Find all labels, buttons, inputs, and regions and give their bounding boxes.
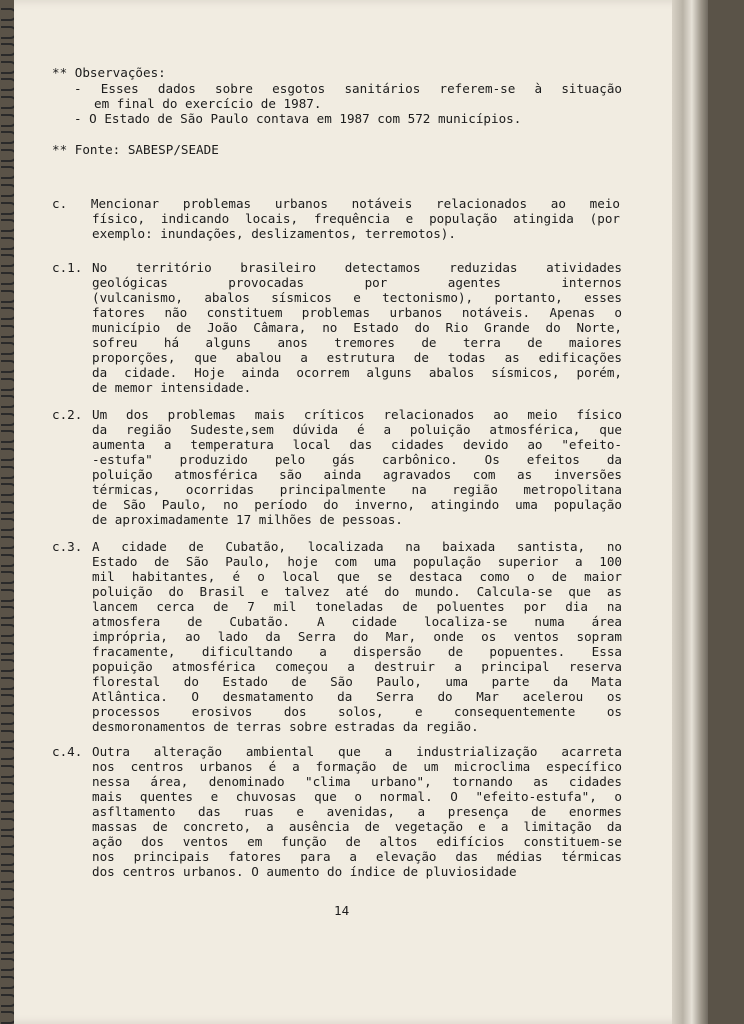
text-line: -estufa" produzido pelo gás carbônico. Os efeitos da bbox=[92, 452, 622, 467]
paragraph-label: c.2. bbox=[52, 407, 83, 422]
text-line: de aproximadamente 17 milhões de pessoas. bbox=[92, 512, 403, 527]
text-line: poluição do Brasil e talvez até do mundo. Calcula-se que as bbox=[92, 584, 622, 599]
text-line: processos erosivos dos solos, e consequentemente os bbox=[92, 704, 622, 719]
text-line: dos centros urbanos. O aumento do índice de pluviosidade bbox=[92, 864, 517, 879]
text-line: desmoronamentos de terras sobre estradas da região. bbox=[92, 719, 479, 734]
text-line: - Esses dados sobre esgotos sanitários referem-se à situação bbox=[74, 81, 622, 96]
text-line: asfltamento das ruas e avenidas, a presença de enormes bbox=[92, 804, 622, 819]
text-line: térmicas, ocorridas principalmente na região metropolitana bbox=[92, 482, 622, 497]
text-line: Outra alteração ambiental que a industrialização acarreta bbox=[92, 744, 622, 759]
paragraph-label: c.1. bbox=[52, 260, 83, 275]
text-line: exemplo: inundações, deslizamentos, terremotos). bbox=[92, 226, 456, 241]
text-line: - O Estado de São Paulo contava em 1987 com 572 municípios. bbox=[74, 111, 522, 126]
page-edge bbox=[672, 0, 708, 1024]
paragraph-label: c.4. bbox=[52, 744, 83, 759]
text-line: nessa área, denominado "clima urbano", tornando as cidades bbox=[92, 774, 622, 789]
text-line: físico, indicando locais, frequência e população atingida (por bbox=[92, 211, 620, 226]
text-line: popuição atmosférica começou a destruir a principal reserva bbox=[92, 659, 622, 674]
text-line: nos centros urbanos é a formação de um microclima específico bbox=[92, 759, 622, 774]
text-line: ** Fonte: SABESP/SEADE bbox=[52, 142, 219, 157]
text-line: florestal do Estado de São Paulo, uma parte da Mata bbox=[92, 674, 622, 689]
text-line: lancem cerca de 7 mil toneladas de poluentes por dia na bbox=[92, 599, 622, 614]
text-line: atmosfera de Cubatão. A cidade localiza-se numa área bbox=[92, 614, 622, 629]
text-line: da cidade. Hoje ainda ocorrem alguns abalos sísmicos, porém, bbox=[92, 365, 622, 380]
text-line: da região Sudeste,sem dúvida é a poluição atmosférica, que bbox=[92, 422, 622, 437]
text-line: sofreu há alguns anos tremores de terra de maiores bbox=[92, 335, 622, 350]
text-line: mais quentes e chuvosas que o normal. O "efeito-estufa", o bbox=[92, 789, 622, 804]
text-line: nos principais fatores para a elevação das médias térmicas bbox=[92, 849, 622, 864]
text-line: município de João Câmara, no Estado do Rio Grande do Norte, bbox=[92, 320, 622, 335]
paragraph-label: c.3. bbox=[52, 539, 83, 554]
text-line: em final do exercício de 1987. bbox=[94, 96, 322, 111]
text-line: fatores não constituem problemas urbanos notáveis. Apenas o bbox=[92, 305, 622, 320]
text-line: de memor intensidade. bbox=[92, 380, 252, 395]
text-line: geológicas provocadas por agentes internos bbox=[92, 275, 622, 290]
text-line: massas de concreto, a ausência de vegetação e a limitação da bbox=[92, 819, 622, 834]
text-line: Estado de São Paulo, hoje com uma população superior a 100 bbox=[92, 554, 622, 569]
text-line: imprópria, ao lado da Serra do Mar, onde os ventos sopram bbox=[92, 629, 622, 644]
text-line: ** Observações: bbox=[52, 65, 166, 80]
text-line: mil habitantes, é o local que se destaca como o de maior bbox=[92, 569, 622, 584]
text-line: poluição atmosférica são ainda agravados com as inversões bbox=[92, 467, 622, 482]
text-line: Atlântica. O desmatamento da Serra do Mar acelerou os bbox=[92, 689, 622, 704]
text-line: A cidade de Cubatão, localizada na baixada santista, no bbox=[92, 539, 622, 554]
text-line: fracamente, dificultando a dispersão de popuentes. Essa bbox=[92, 644, 622, 659]
text-line: c. Mencionar problemas urbanos notáveis relacionados ao meio bbox=[52, 196, 620, 211]
text-line: Um dos problemas mais críticos relacionados ao meio físico bbox=[92, 407, 622, 422]
text-line: aumenta a temperatura local das cidades devido ao "efeito- bbox=[92, 437, 622, 452]
text-line: de São Paulo, no período do inverno, atingindo uma população bbox=[92, 497, 622, 512]
text-line: proporções, que abalou a estrutura de todas as edificações bbox=[92, 350, 622, 365]
text-line: No território brasileiro detectamos reduzidas atividades bbox=[92, 260, 622, 275]
page-number: 14 bbox=[334, 903, 350, 918]
text-line: ação dos ventos em função de altos edifícios constituem-se bbox=[92, 834, 622, 849]
text-line: (vulcanismo, abalos sísmicos e tectonismo), portanto, esses bbox=[92, 290, 622, 305]
document-page bbox=[14, 0, 708, 1024]
